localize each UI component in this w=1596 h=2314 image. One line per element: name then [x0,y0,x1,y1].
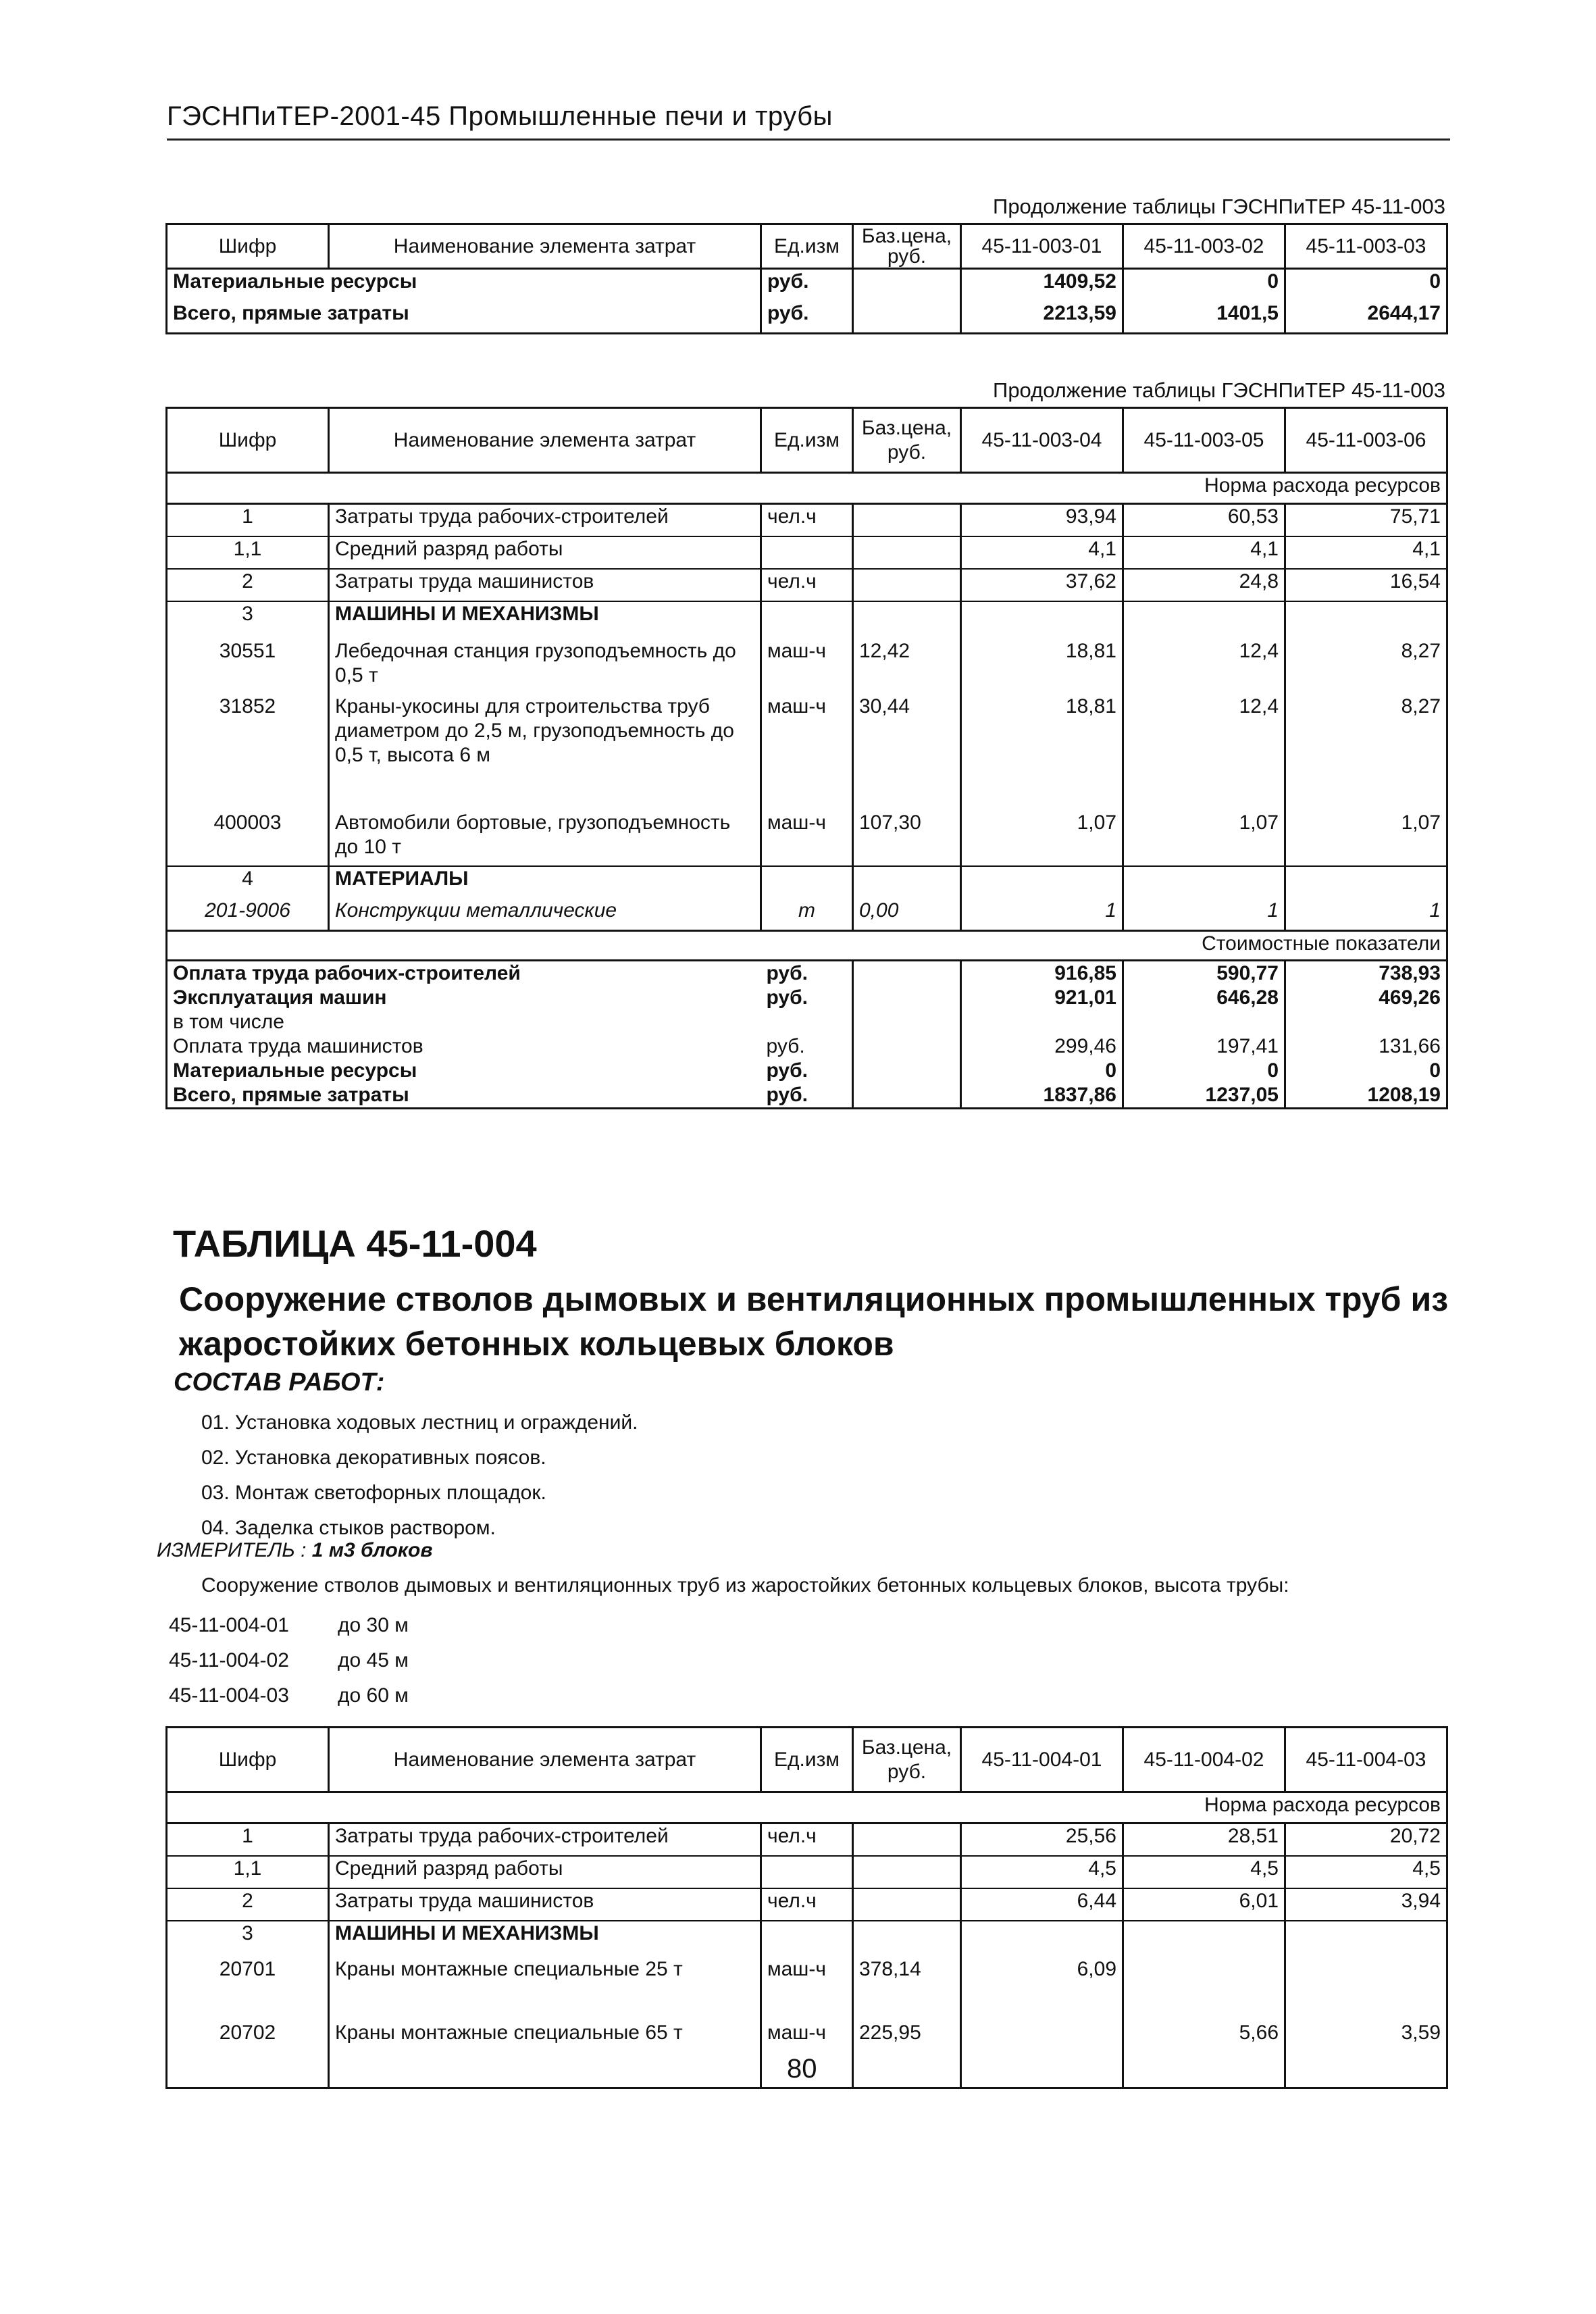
table-cell: 1 [1123,899,1285,931]
table-cell: 8,27 [1285,690,1447,811]
table-cell-price: 225,95 [853,2007,961,2088]
summary-label: Эксплуатация машин [167,986,761,1010]
table-cell-code: 201-9006 [167,899,329,931]
summary-cell [961,1010,1123,1034]
table-cell-price: 107,30 [853,811,961,866]
col-header-2: 45-11-003-02 [1123,224,1285,269]
table-cell-price: 30,44 [853,690,961,811]
table-cell: 1,07 [961,811,1123,866]
table-cell-unit: руб. [761,269,853,301]
table-cell-unit: маш-ч [761,811,853,866]
table-cell-code: 2 [167,569,329,601]
table-cell [961,866,1123,899]
table-cell-name: Средний разряд работы [329,1856,761,1888]
list-item: 04. Заделка стыков раствором. [201,1517,496,1539]
col-price-header: Баз.цена, руб. [853,224,961,269]
table-cell-name: Затраты труда рабочих-строителей [329,504,761,536]
table-cell-code: 1 [167,504,329,536]
summary-label: Материальные ресурсы [167,1059,761,1083]
variant-text: до 30 м [338,1614,409,1636]
col-price-header: Баз.цена, руб. [853,1728,961,1792]
col-name-header: Наименование элемента затрат [329,224,761,269]
cost-band: Стоимостные показатели [167,931,1447,961]
summary-cell [1285,1010,1447,1034]
summary-unit: руб. [761,1034,853,1059]
table-cell: 4,1 [961,536,1123,569]
table-cell [1285,601,1447,634]
table-cell-name: Краны монтажные специальные 25 т [329,1953,761,2007]
table-cell-price: 0,00 [853,899,961,931]
table-title: ТАБЛИЦА 45-11-004 [173,1222,537,1265]
table-cell-name: Затраты труда рабочих-строителей [329,1823,761,1856]
works-heading: СОСТАВ РАБОТ: [174,1368,385,1397]
table-cell: 0 [1123,269,1285,301]
table-cell-price: 12,42 [853,634,961,690]
table-cell-code: 4 [167,866,329,899]
table-cell: 3,94 [1285,1888,1447,1921]
table-cell: 18,81 [961,634,1123,690]
table-cell: 5,66 [1123,2007,1285,2088]
table-cell-code: 3 [167,1921,329,1953]
table-cell: 1,07 [1285,811,1447,866]
table-cell-name: Затраты труда машинистов [329,569,761,601]
list-item [169,1643,409,1678]
table-cell [1123,1921,1285,1953]
col-code-header: Шифр [167,1728,329,1792]
table-cell: 4,5 [1123,1856,1285,1888]
table-cell: 60,53 [1123,504,1285,536]
table-cell-code: 1 [167,1823,329,1856]
table-cell-name: МАШИНЫ И МЕХАНИЗМЫ [329,601,761,634]
table-cell-price [853,1888,961,1921]
list-item: 03. Монтаж светофорных площадок. [201,1482,546,1504]
table-cell-unit: руб. [761,301,853,334]
table-cell: 6,44 [961,1888,1123,1921]
summary-unit: руб. [761,1059,853,1083]
table-cell: 4,1 [1123,536,1285,569]
table-cell-unit: чел.ч [761,504,853,536]
table-cell: 16,54 [1285,569,1447,601]
table-cell-name: Автомобили бортовые, грузоподъемность до 10 т [329,811,761,866]
variants-list [169,1608,409,1713]
summary-label: в том числе [167,1010,761,1034]
page-number: 80 [787,2054,817,2084]
table-cell-price [853,1823,961,1856]
col-header-3: 45-11-003-06 [1285,408,1447,473]
table-cell-unit: чел.ч [761,1888,853,1921]
table-cell-code: 1,1 [167,536,329,569]
variant-code: 45-11-004-03 [169,1684,289,1707]
table-cell: 4,1 [1285,536,1447,569]
table-cell-unit: чел.ч [761,569,853,601]
summary-label: Всего, прямые затраты [167,1083,761,1109]
table-cell-price [853,504,961,536]
table-cell-name: Затраты труда машинистов [329,1888,761,1921]
table-cell-price [853,866,961,899]
summary-price [853,986,961,1010]
table-cell [1285,866,1447,899]
table-cell: 4,5 [1285,1856,1447,1888]
table-cell-code: 1,1 [167,1856,329,1888]
table-cell-name: МАШИНЫ И МЕХАНИЗМЫ [329,1921,761,1953]
table-cell-name: МАТЕРИАЛЫ [329,866,761,899]
table-cell-unit: маш-ч [761,634,853,690]
summary-cell: 1237,05 [1123,1083,1285,1109]
summary-cell: 1208,19 [1285,1083,1447,1109]
norm-band: Норма расхода ресурсов [167,1792,1447,1823]
table-cell-price [853,569,961,601]
col-unit-header: Ед.изм [761,224,853,269]
col-code-header: Шифр [167,224,329,269]
variant-text: до 45 м [338,1649,409,1671]
table-cell: 2213,59 [961,301,1123,334]
table-cell-unit [761,1856,853,1888]
table-cell-code: 20702 [167,2007,329,2088]
summary-cell: 0 [1285,1059,1447,1083]
col-header-3: 45-11-004-03 [1285,1728,1447,1792]
list-item [169,1608,409,1643]
summary-price [853,1034,961,1059]
table-cell: 1401,5 [1123,301,1285,334]
summary-price [853,1010,961,1034]
table-row-label: Всего, прямые затраты [167,301,761,334]
summary-price [853,1083,961,1109]
col-unit-header: Ед.изм [761,408,853,473]
list-item: 01. Установка ходовых лестниц и ограждений. [201,1411,638,1434]
table1-caption: Продолжение таблицы ГЭСНПиТЕР 45-11-003 [993,195,1445,218]
col-unit-header: Ед.изм [761,1728,853,1792]
col-header-1: 45-11-004-01 [961,1728,1123,1792]
col-header-1: 45-11-003-01 [961,224,1123,269]
table-cell-code: 2 [167,1888,329,1921]
table-cell-unit [761,866,853,899]
table-cell: 0 [1285,269,1447,301]
summary-cell: 921,01 [961,986,1123,1010]
table-cell-name: Краны монтажные специальные 65 т [329,2007,761,2088]
summary-cell: 1837,86 [961,1083,1123,1109]
table-cell: 12,4 [1123,690,1285,811]
table-cell: 4,5 [961,1856,1123,1888]
summary-price [853,1059,961,1083]
table2 [165,407,1448,1109]
table-cell-price [853,269,961,301]
table1 [165,223,1448,334]
meter-value: 1 м3 блоков [311,1539,433,1561]
table-cell-name: Лебедочная станция грузоподъемность до 0,5 т [329,634,761,690]
table-cell-code: 3 [167,601,329,634]
table-cell: 1409,52 [961,269,1123,301]
table-cell-unit: маш-ч [761,2007,853,2088]
table-cell-price [853,1856,961,1888]
summary-cell: 0 [1123,1059,1285,1083]
table-cell [961,2007,1123,2088]
table-cell-price [853,601,961,634]
summary-unit [761,1010,853,1034]
table-cell: 28,51 [1123,1823,1285,1856]
col-name-header: Наименование элемента затрат [329,408,761,473]
table-cell: 18,81 [961,690,1123,811]
summary-cell: 646,28 [1123,986,1285,1010]
table-cell: 6,09 [961,1953,1123,2007]
col-price-header: Баз.цена, руб. [853,408,961,473]
table-cell: 6,01 [1123,1888,1285,1921]
col-code-header: Шифр [167,408,329,473]
table-cell: 2644,17 [1285,301,1447,334]
page-header: ГЭСНПиТЕР-2001-45 Промышленные печи и трубы [167,101,1450,141]
list-item: 02. Установка декоративных поясов. [201,1447,546,1469]
summary-label: Оплата труда рабочих-строителей [167,961,761,986]
col-name-header: Наименование элемента затрат [329,1728,761,1792]
table-cell: 1 [961,899,1123,931]
table-cell-name: Средний разряд работы [329,536,761,569]
table-cell: 25,56 [961,1823,1123,1856]
table-cell: 1,07 [1123,811,1285,866]
summary-cell: 916,85 [961,961,1123,986]
table-cell-unit: т [761,899,853,931]
summary-cell: 131,66 [1285,1034,1447,1059]
norm-band: Норма расхода ресурсов [167,473,1447,504]
table-cell: 1 [1285,899,1447,931]
table-cell [1285,1921,1447,1953]
col-header-3: 45-11-003-03 [1285,224,1447,269]
table-cell-code: 20701 [167,1953,329,2007]
table-cell-unit: маш-ч [761,1953,853,2007]
summary-cell: 0 [961,1059,1123,1083]
table3 [165,1726,1448,2089]
table-cell-code: 400003 [167,811,329,866]
table-cell: 93,94 [961,504,1123,536]
table-cell-name: Краны-укосины для строительства труб диаметром до 2,5 м, грузоподъемность до 0,5 т, высота 6 м [329,690,761,811]
summary-unit: руб. [761,961,853,986]
description: Сооружение стволов дымовых и вентиляционных труб из жаростойких бетонных кольцевых блоков, высота трубы: [201,1574,1289,1596]
meter-line [157,1539,432,1562]
variant-text: до 60 м [338,1684,409,1707]
table-cell [1123,601,1285,634]
summary-cell: 469,26 [1285,986,1447,1010]
table-subtitle: Сооружение стволов дымовых и вентиляционных промышленных труб из жаростойких бетонных кольцевых блоков [179,1280,1449,1363]
table-cell-unit [761,1921,853,1953]
summary-label: Оплата труда машинистов [167,1034,761,1059]
table-cell [1123,866,1285,899]
table-cell: 8,27 [1285,634,1447,690]
summary-cell: 590,77 [1123,961,1285,986]
table-cell: 12,4 [1123,634,1285,690]
table-cell-code: 30551 [167,634,329,690]
summary-cell: 197,41 [1123,1034,1285,1059]
table-cell [1285,1953,1447,2007]
summary-cell [1123,1010,1285,1034]
table-cell-unit [761,601,853,634]
variant-code: 45-11-004-02 [169,1649,289,1671]
col-header-2: 45-11-003-05 [1123,408,1285,473]
meter-label: ИЗМЕРИТЕЛЬ : [157,1539,307,1561]
summary-unit: руб. [761,1083,853,1109]
works-list [201,1405,638,1546]
col-header-2: 45-11-004-02 [1123,1728,1285,1792]
table-cell-unit: маш-ч [761,690,853,811]
table-cell-price [853,536,961,569]
table2-caption: Продолжение таблицы ГЭСНПиТЕР 45-11-003 [993,378,1445,402]
table-cell-price [853,301,961,334]
list-item [169,1678,409,1713]
table-cell: 24,8 [1123,569,1285,601]
col-header-1: 45-11-003-04 [961,408,1123,473]
table-cell: 37,62 [961,569,1123,601]
summary-price [853,961,961,986]
summary-unit: руб. [761,986,853,1010]
table-cell [961,601,1123,634]
table-cell: 3,59 [1285,2007,1447,2088]
table-cell: 75,71 [1285,504,1447,536]
table-cell [961,1921,1123,1953]
table-cell-code: 31852 [167,690,329,811]
table-cell: 20,72 [1285,1823,1447,1856]
table-cell-unit [761,536,853,569]
table-cell-price [853,1921,961,1953]
variant-code: 45-11-004-01 [169,1614,289,1636]
table-cell [1123,1953,1285,2007]
table-cell-price: 378,14 [853,1953,961,2007]
summary-cell: 299,46 [961,1034,1123,1059]
summary-cell: 738,93 [1285,961,1447,986]
table-cell-name: Конструкции металлические [329,899,761,931]
table-cell-unit: чел.ч [761,1823,853,1856]
table-row-label: Материальные ресурсы [167,269,761,301]
